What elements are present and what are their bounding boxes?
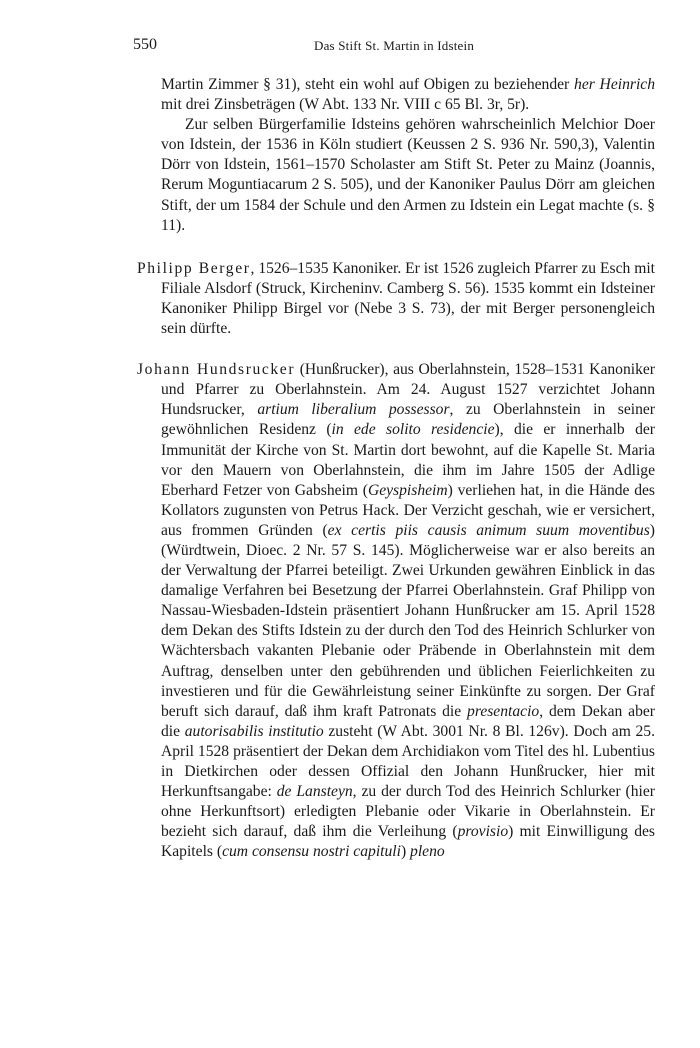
entry-name: Johann Hundsrucker	[137, 361, 296, 379]
entry-johann-hundsrucker: Johann Hundsrucker (Hunßrucker), aus Oberlahnstein, 1528–1531 Kanoniker und Pfarrer zu Oberlahnstein. Am 24. August 1527 verzichtet Johann Hundsrucker, artium liberalium possessor, zu Oberlahnstein in seiner gewöhnlichen Residenz (in ede solito residencie), die er innerhalb der Immunität der Kirche von St. Martin dort bewohnt, auf die Kapelle St. Maria vor den Mauern von Oberlahnstein, die ihm im Jahre 1505 der Adlige Eberhard Fetzer von Gabsheim (Geyspisheim) verliehen hat, in die Hände des Kollators zugunsten von Petrus Hack. Der Verzicht geschah, wie er versichert, aus frommen Gründen (ex certis piis causis animum suum moventibus) (Würdtwein, Dioec. 2 Nr. 57 S. 145). Möglicherweise war er also bereits an der Verwaltung der Pfarrei beteiligt. Zwei Urkunden gewähren Einblick in das damalige Verfahren bei Besetzung der Pfarrei Oberlahnstein. Graf Philipp von Nassau-Wiesbaden-Idstein präsentiert Johann Hunßrucker am 15. April 1528 dem Dekan des Stifts Idstein zu der durch den Tod des Heinrich Schlurker von Wächtersbach vakanten Plebanie oder Präbende in Oberlahnstein mit dem Auftrag, denselben unter den gebührenden und üblichen Feierlichkeiten zu investieren und für die Gewährleistung seiner Einkünfte zu sorgen. Der Graf beruft sich darauf, daß ihm kraft Patronats die presentacio, dem Dekan aber die autorisabilis institutio zusteht (W Abt. 3001 Nr. 8 Bl. 126v). Doch am 25. April 1528 präsentiert der Dekan dem Archidiakon vom Titel des hl. Lubentius in Dietkirchen oder dessen Offizial den Johann Hunßrucker, hier mit Herkunftsangabe: de Lansteyn, zu der durch Tod des Heinrich Schlurker (hier ohne Herkunftsort) erledigten Plebanie oder Vikarie in Oberlahnstein. Er bezieht sich darauf, daß ihm die Verleihung (provisio) mit Einwilligung des Kapitels (cum consensu nostri capituli) pleno	[137, 361, 656, 861]
page-header	[133, 36, 655, 60]
body-text	[137, 75, 655, 862]
running-title: Das Stift St. Martin in Idstein	[313, 38, 475, 53]
paragraph-family: Zur selben Bürgerfamilie Idsteins gehören wahrscheinlich Melchior Doer von Idstein, der 1536 in Köln studiert (Keussen 2 S. 936 Nr. 590,3), Valentin Dörr von Idstein, 1561–1570 Scholaster am Stift St. Peter zu Mainz (Joannis, Rerum Moguntiacarum 2 S. 505), und der Kanoniker Paulus Dörr am gleichen Stift, der um 1584 der Schule und den Armen zu Idstein ein Legat machte (s. § 11).	[161, 116, 655, 234]
italic-term: her Heinrich	[574, 76, 655, 93]
entry-name: Philipp Berger	[137, 259, 251, 277]
continued-paragraph: Martin Zimmer § 31), steht ein wohl auf Obigen zu beziehender her Heinrich mit drei Zinsbeträgen (W Abt. 133 Nr. VIII c 65 Bl. 3r, 5r).	[161, 76, 655, 114]
entry-philipp-berger: Philipp Berger, 1526–1535 Kanoniker. Er ist 1526 zugleich Pfarrer zu Esch mit Filiale Alsdorf (Struck, Kircheninv. Camberg S. 56). 1535 kommt ein Idsteiner Kanoniker Philipp Birgel vor (Nebe 3 S. 73), der mit Berger personengleich sein dürfte.	[137, 259, 655, 338]
page-number: 550	[133, 36, 157, 53]
